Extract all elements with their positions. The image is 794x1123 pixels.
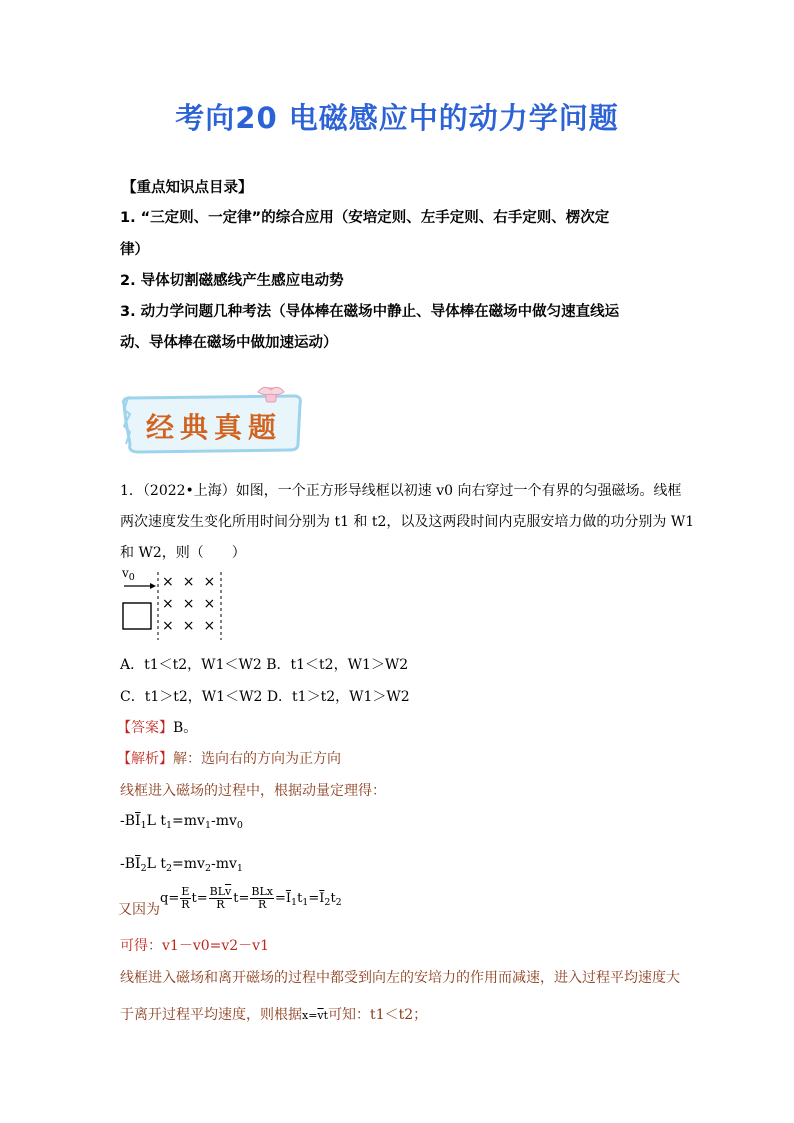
question-line-2: 两次速度发生变化所用时间分别为 t1 和 t2，以及这两段时间内克服安培力做的功分别为 W1 — [120, 514, 695, 530]
question-figure — [120, 566, 230, 642]
analysis-result: 可得：v1－v0=v2－v1 — [120, 938, 269, 954]
toc-item-3: 3. 动力学问题几种考法（导体棒在磁场中静止、导体棒在磁场中做匀速直线运 — [120, 304, 620, 320]
answer-text: B。 — [173, 720, 198, 736]
analysis-intro-text: 解：选向右的方向为正方向 — [173, 751, 341, 767]
equation-1: $-B\overline{I}_1L$ $t_1=mv_1-mv_0$ — [120, 813, 243, 831]
option-c-d: C．t1＞t2，W1＜W2 D．t1＞t2，W1＞W2 — [120, 689, 410, 705]
field-row-3: ××× — [162, 618, 225, 634]
analysis-line-2: 线框进入磁场和离开磁场的过程中都受到向左的安培力的作用而减速，进入过程平均速度大 — [120, 970, 680, 986]
banner-label: 经典真题 — [146, 411, 283, 444]
toc-heading: 【重点知识点目录】 — [122, 180, 253, 196]
toc-item-1-cont: 律） — [120, 242, 149, 258]
analysis-intro — [117, 748, 341, 768]
equation-2: $-B\overline{I}_2L$ $t_2=mv_2-mv_1$ — [120, 856, 243, 874]
toc-item-2: 2. 导体切割磁感线产生感应电动势 — [120, 273, 344, 289]
arrow-right-icon — [150, 583, 156, 589]
analysis-line-3: 于离开过程平均速度，则根据$x=\overline{v}t$可知：t1＜t2； — [120, 1007, 428, 1023]
field-row-1: ××× — [162, 574, 225, 590]
answer — [117, 717, 197, 737]
option-a-b: A．t1＜t2，W1＜W2 B．t1＜t2，W1＞W2 — [120, 657, 409, 673]
fraction-blv-r: $\frac{BL\overline{v}}{R}$ — [209, 885, 232, 911]
toc-item-3-cont: 动、导体棒在磁场中做加速运动） — [120, 335, 338, 351]
toc-item-1: 1. “三定则、一定律”的综合应用（安培定则、左手定则、右手定则、楞次定 — [120, 210, 610, 226]
question-line-3: 和 W2，则（ ） — [120, 545, 246, 561]
analysis-line-1: 线框进入磁场的过程中，根据动量定理得： — [120, 783, 386, 799]
analysis-tag: 【解析】 — [117, 751, 173, 767]
question-line-1: 1．（2022•上海）如图，一个正方形导线框以初速 v0 向右穿过一个有界的匀强磁场。线框 — [120, 483, 682, 499]
fraction-blx-r: $\frac{\text{BLx}}{R}$ — [251, 885, 273, 911]
velocity-label: $v_0$ — [122, 566, 135, 583]
fraction-e-r: $\frac{E}{R}$ — [181, 885, 190, 911]
equation-3: 又因为q= $\frac{E}{R}$ t= $\frac{BL\overline{v}}{R}$ t= $\frac{\text{BLx}}{R}$ $=\overline{I}_1t_1=\overline{I}_2t_2$ — [118, 885, 342, 918]
square-frame — [123, 603, 151, 629]
field-row-2: ××× — [162, 596, 225, 612]
answer-tag: 【答案】 — [117, 720, 173, 736]
page-title: 考向20 电磁感应中的动力学问题 — [175, 101, 619, 135]
section-banner — [118, 386, 308, 456]
